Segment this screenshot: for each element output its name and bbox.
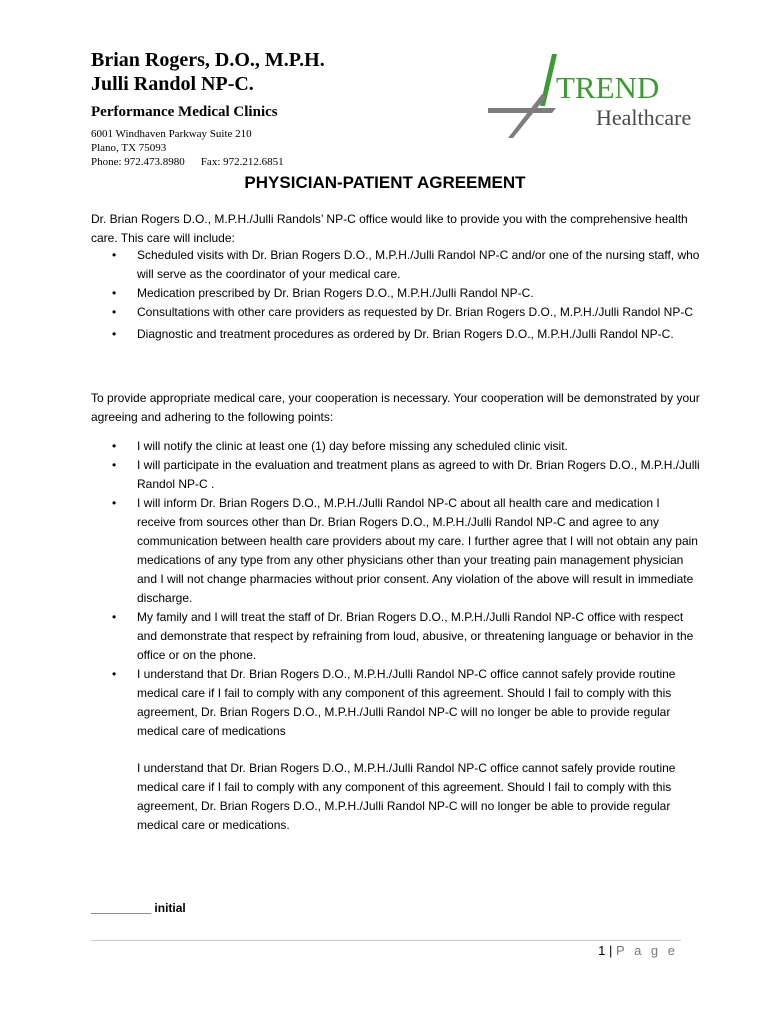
page-label: P a g e — [616, 943, 678, 958]
logo-word-healthcare: Healthcare — [596, 105, 692, 130]
point-text: I will notify the clinic at least one (1) day before missing any scheduled clinic visit. — [137, 439, 568, 453]
understanding-paragraph: I understand that Dr. Brian Rogers D.O., M.P.H./Julli Randol NP-C office cannot safely provide routine medical care if I fail to comply with any component of this agreement. Should I fail to comply with this agreement, Dr. Brian Rogers D.O., M.P.H./Julli Randol NP-C will no longer be able to provide regular medical care or medications. — [137, 761, 676, 832]
care-item-text: Consultations with other care providers as requested by Dr. Brian Rogers D.O., M.P.H./Julli Randol NP-C — [137, 305, 694, 319]
list-item — [91, 437, 701, 456]
logo-word-trend: TREND — [556, 70, 660, 105]
cooperation-paragraph: To provide appropriate medical care, your cooperation is necessary. Your cooperation will be demonstrated by your agreeing and adhering to the following points: — [91, 391, 700, 424]
point-text: My family and I will treat the staff of Dr. Brian Rogers D.O., M.P.H./Julli Randol NP-C office with respect and demonstrate that respect by refraining from loud, abusive, or threatening language or behavior in the office or on the phone. — [137, 610, 694, 662]
bullet-icon: • — [112, 286, 117, 300]
list-item — [91, 246, 701, 284]
list-item — [91, 494, 701, 608]
page-number: 1 — [598, 943, 606, 958]
document-title: PHYSICIAN-PATIENT AGREEMENT — [244, 173, 526, 192]
list-item — [91, 665, 701, 741]
phone-number: Phone: 972.473.8980 — [91, 156, 185, 168]
bullet-icon: • — [112, 667, 117, 681]
trend-healthcare-logo — [486, 50, 708, 140]
point-text: I will participate in the evaluation and treatment plans as agreed to with Dr. Brian Rogers D.O., M.P.H./Julli Randol NP-C . — [137, 458, 700, 491]
care-item-text: Medication prescribed by Dr. Brian Rogers D.O., M.P.H./Julli Randol NP-C. — [137, 286, 534, 300]
care-item-text: Scheduled visits with Dr. Brian Rogers D.O., M.P.H./Julli Randol NP-C and/or one of the nursing staff, who will serve as the coordinator of your medical care. — [137, 248, 700, 281]
np-name: Julli Randol NP-C. — [91, 73, 254, 95]
bullet-icon: • — [112, 458, 117, 472]
bullet-icon: • — [112, 248, 117, 262]
intro-paragraph: Dr. Brian Rogers D.O., M.P.H./Julli Randols’ NP-C office would like to provide you with the comprehensive health care. This care will include: — [91, 212, 688, 245]
bullet-icon: • — [112, 496, 117, 510]
address-line-2: Plano, TX 75093 — [91, 142, 167, 154]
list-item — [91, 303, 701, 322]
bullet-icon: • — [112, 327, 117, 341]
page-separator: | — [609, 943, 613, 958]
bullet-icon: • — [112, 305, 117, 319]
list-item — [91, 456, 701, 494]
clinic-name: Performance Medical Clinics — [91, 104, 278, 120]
initial-field[interactable]: _________ initial — [91, 901, 186, 915]
physician-name: Brian Rogers, D.O., M.P.H. — [91, 49, 325, 71]
footer-divider — [91, 940, 681, 941]
contact-line — [91, 155, 325, 169]
letterhead — [91, 48, 325, 169]
list-item — [91, 325, 701, 344]
bullet-icon: • — [112, 439, 117, 453]
point-text: I understand that Dr. Brian Rogers D.O., M.P.H./Julli Randol NP-C office cannot safely provide routine medical care if I fail to comply with any component of this agreement. Should I fail to comply with this agreement, Dr. Brian Rogers D.O., M.P.H./Julli Randol NP-C will no longer be able to provide regular medical care of medications — [137, 667, 676, 738]
care-item-text: Diagnostic and treatment procedures as ordered by Dr. Brian Rogers D.O., M.P.H./Julli Randol NP-C. — [137, 327, 674, 341]
point-text: I will inform Dr. Brian Rogers D.O., M.P.H./Julli Randol NP-C about all health care and medication I receive from sources other than Dr. Brian Rogers D.O., M.P.H./Julli Randol NP-C and agree to any communication between health care providers about my care. I further agree that I will not obtain any pain medications of any type from any other physicians other than your treating pain management physician and I will not change pharmacies without prior consent. Any violation of the above will result in immediate discharge. — [137, 496, 698, 605]
address-line-1: 6001 Windhaven Parkway Suite 210 — [91, 128, 252, 140]
fax-number: Fax: 972.212.6851 — [200, 156, 284, 168]
list-item — [91, 608, 701, 665]
agreement-points-list — [91, 437, 701, 741]
care-list — [91, 246, 701, 344]
bullet-icon: • — [112, 610, 117, 624]
page-footer — [598, 943, 678, 958]
list-item — [91, 284, 701, 303]
